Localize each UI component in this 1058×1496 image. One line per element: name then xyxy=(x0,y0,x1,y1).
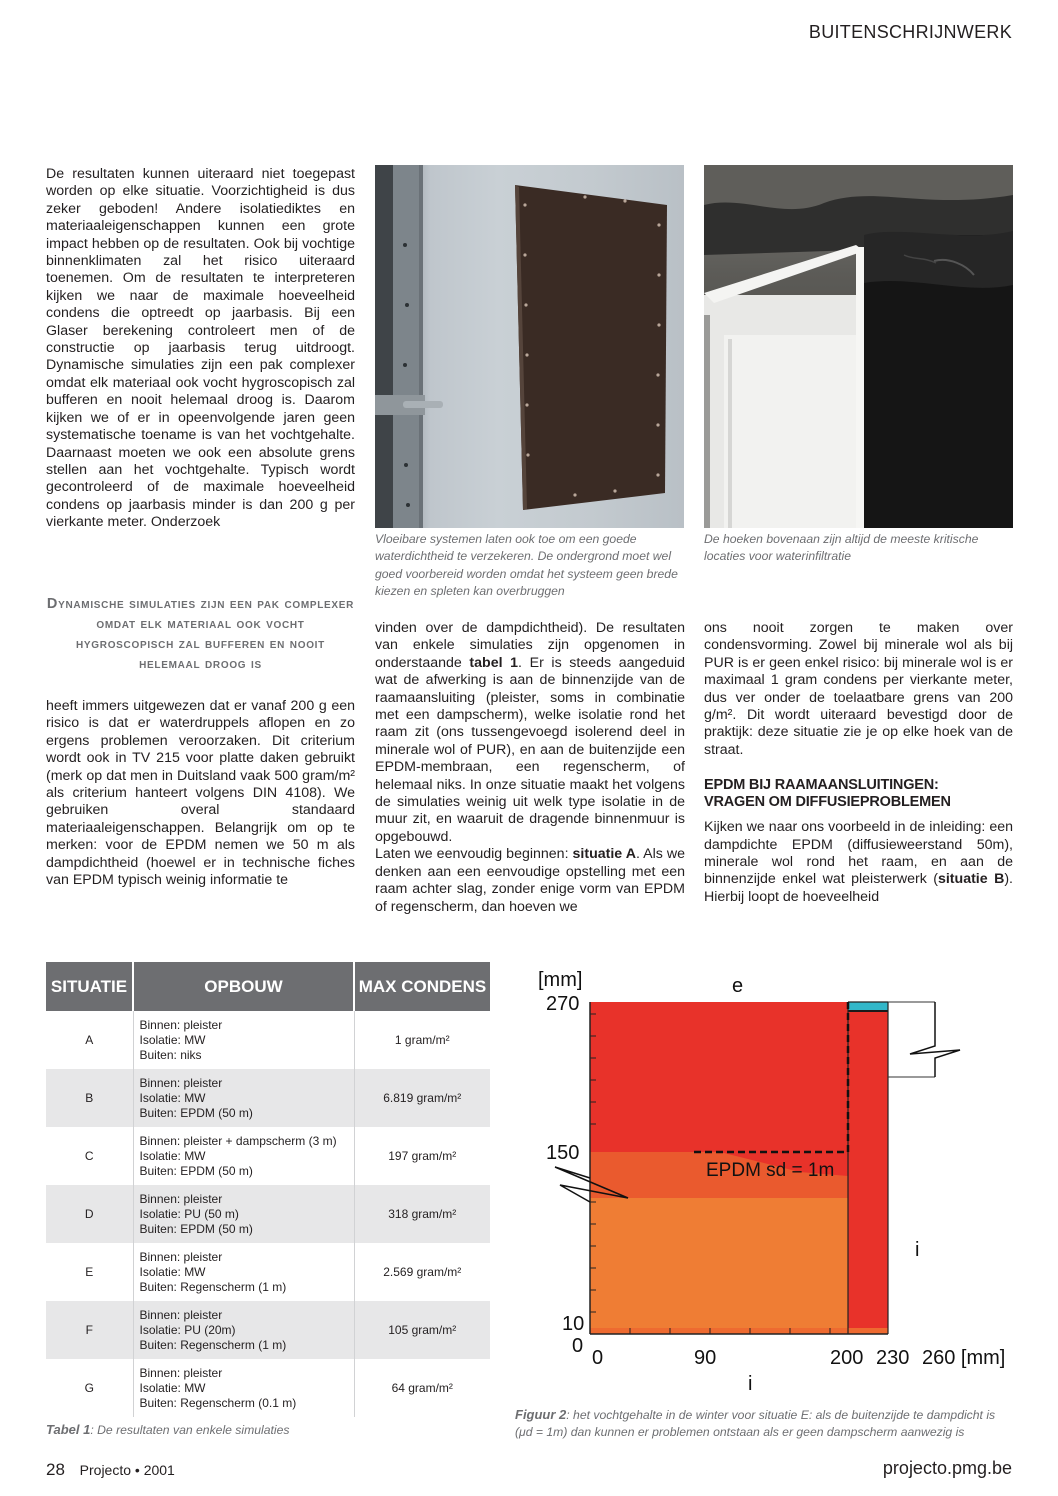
cell-opbouw: Binnen: pleister + dampscherm (3 m) Isolatie: MW Buiten: EPDM (50 m) xyxy=(133,1127,354,1185)
cell-situatie: F xyxy=(46,1301,133,1359)
x-tick-0: 0 xyxy=(592,1347,604,1369)
moisture-figure xyxy=(510,962,1020,1402)
table-caption: Tabel 1: De resultaten van enkele simulaties xyxy=(46,1422,290,1437)
moisture-figure-svg xyxy=(510,962,1020,1402)
ref-situatie-b: situatie B xyxy=(937,871,1005,888)
cell-situatie: E xyxy=(46,1243,133,1301)
cell-situatie: G xyxy=(46,1359,133,1417)
ref-situatie-a: situatie A xyxy=(572,846,636,863)
photo-window-corner-illustration xyxy=(704,165,1013,528)
photo-liquid-membrane xyxy=(375,165,684,528)
region-inside-bottom xyxy=(590,1328,888,1334)
table-row xyxy=(46,1185,490,1243)
label-interior-bottom: i xyxy=(748,1373,753,1395)
cell-opbouw: Binnen: pleister Isolatie: MW Buiten: EPDM (50 m) xyxy=(133,1069,354,1127)
cell-max-condens: 197 gram/m² xyxy=(354,1127,490,1185)
table-row xyxy=(46,1243,490,1301)
header-situatie: SITUATIE xyxy=(46,962,133,1011)
y-tick-270: 270 xyxy=(546,993,580,1015)
subheading: EPDM BIJ RAAMAANSLUITINGEN: VRAGEN OM DIFFUSIEPROBLEMEN xyxy=(704,777,951,811)
cell-situatie: C xyxy=(46,1127,133,1185)
x-tick-230: 230 xyxy=(876,1347,910,1369)
cell-opbouw: Binnen: pleister Isolatie: MW Buiten: Regenscherm (1 m) xyxy=(133,1243,354,1301)
footer-page-info xyxy=(46,1460,175,1480)
y-unit-label: [mm] xyxy=(538,969,583,991)
table-row xyxy=(46,1069,490,1127)
cell-situatie: D xyxy=(46,1185,133,1243)
cell-opbouw: Binnen: pleister Isolatie: MW Buiten: Regenscherm (0.1 m) xyxy=(133,1359,354,1417)
x-tick-90: 90 xyxy=(694,1347,717,1369)
cell-opbouw: Binnen: pleister Isolatie: PU (20m) Buiten: Regenscherm (1 m) xyxy=(133,1301,354,1359)
footer-url[interactable]: projecto.pmg.be xyxy=(882,1458,1012,1478)
results-table xyxy=(46,962,490,1417)
cell-opbouw: Binnen: pleister Isolatie: PU (50 m) Buiten: EPDM (50 m) xyxy=(133,1185,354,1243)
header-opbouw: OPBOUW xyxy=(133,962,354,1011)
cell-situatie: B xyxy=(46,1069,133,1127)
cell-max-condens: 2.569 gram/m² xyxy=(354,1243,490,1301)
section-title: BUITENSCHRIJNWERK xyxy=(808,22,1012,42)
paragraph: vinden over de dampdichtheid). De resultaten van enkele simulaties zijn opgenomen in onderstaande tabel 1. Er is steeds aangeduid wat de afwerking is aan de binnenzijde van de raamaansluiting (pleister, soms in combinatie met een dampscherm), welke isolatie rond het raam zit (ons tussengevoegd isolerend deel in minerale wol of PUR), en aan de buitenzijde een EPDM-membraan, een regenscherm, of helemaal niks. In onze situatie maakt het volgens de simulaties weinig uit welk type isolatie in de muur zit, en waaruit de dragende binnenmuur is opgebouwd. xyxy=(375,620,686,845)
body-text-col1-top xyxy=(46,166,355,532)
photo-caption-1: Vloeibare systemen laten ook toe om een goede waterdichtheid te verzekeren. De ondergrond moet wel goed voorbereid worden omdat het systeem geen brede kiezen en spleten kan overbruggen xyxy=(375,532,678,599)
body-text-col3 xyxy=(704,620,1013,906)
photo-liquid-membrane-illustration xyxy=(375,165,684,528)
ref-tabel-1: tabel 1 xyxy=(469,654,519,671)
region-lower-orange xyxy=(590,1198,848,1334)
header-max-condens: MAX CONDENS xyxy=(354,962,490,1011)
y-tick-0: 0 xyxy=(572,1335,584,1357)
y-tick-10: 10 xyxy=(562,1313,585,1335)
y-tick-150: 150 xyxy=(546,1142,580,1164)
table-row xyxy=(46,1301,490,1359)
photo-window-corner xyxy=(704,165,1013,528)
cell-situatie: A xyxy=(46,1011,133,1069)
page-number: 28 xyxy=(46,1460,65,1479)
table-row xyxy=(46,1359,490,1417)
epdm-label: EPDM sd = 1m xyxy=(706,1160,835,1181)
magazine-issue: Projecto • 2001 xyxy=(79,1462,175,1478)
body-text-col2 xyxy=(375,620,685,916)
paragraph: Laten we eenvoudig beginnen: situatie A. Als we denken aan een eenvoudige opstelling met een raam achter slag, zonder enige vorm van EPDM of regenscherm, dan hoeven we xyxy=(375,846,685,915)
x-tick-200: 200 xyxy=(830,1347,864,1369)
photo-caption-2: De hoeken bovenaan zijn altijd de meeste kritische locaties voor waterinfiltratie xyxy=(704,532,979,564)
cell-max-condens: 105 gram/m² xyxy=(354,1301,490,1359)
table-row xyxy=(46,1127,490,1185)
paragraph: ons nooit zorgen te maken over condensvorming. Zowel bij minerale wol als bij PUR is er geen enkel risico: bij minerale wol is er maximaal 1 gram condens per vierkante meter, dus ver onder de toelaatbare grens van 200 g/m². Dit wordt uiteraard bevestigd door de praktijk: deze situatie zie je op elke hoek van de straat. xyxy=(704,620,1013,758)
paragraph: De resultaten kunnen uiteraard niet toegepast worden op elke situatie. Voorzichtigheid is dus zeker geboden! Andere isolatiediktes en materiaaleigenschappen kunnen een grote impact hebben op de resultaten. Ook bij vochtige binnenklimaten zal het risico uiteraard toenemen. Om de resultaten te interpreteren kijken we naar de maximale hoeveelheid condens die optreedt op jaarbasis. Bij een Glaser berekening controleert men of de constructie op jaarbasis terug uitdroogt. Dynamische simulaties zijn een pak complexer omdat elk materiaal ook vocht hygroscopisch zal bufferen en nooit helemaal droog is. Daarom kijken we of er in opeenvolgende jaren geen systematische toename is van het vochtgehalte. Daarnaast moeten we ook een absolute grens stellen aan het vochtgehalte. Typisch wordt gecontroleerd of de maximale hoeveelheid condens op jaarbasis minder is dan 200 g per vierkante meter. Onderzoek xyxy=(46,166,355,531)
label-exterior: e xyxy=(732,975,744,997)
cell-max-condens: 1 gram/m² xyxy=(354,1011,490,1069)
cell-max-condens: 318 gram/m² xyxy=(354,1185,490,1243)
cell-opbouw: Binnen: pleister Isolatie: MW Buiten: niks xyxy=(133,1011,354,1069)
pull-quote: Dynamische simulaties zijn een pak complexer omdat elk materiaal ook vocht hygroscopisch zal bufferen en nooit helemaal droog is xyxy=(46,596,355,672)
epdm-layer-dark xyxy=(848,1010,888,1012)
body-text-col1-bottom xyxy=(46,698,355,889)
figure-caption: Figuur 2: het vochtgehalte in de winter voor situatie E: als de buitenzijde te dampdicht is (μd = 1m) dan kunnen er problemen ontstaan als er geen dampscherm aanwezig is xyxy=(515,1407,996,1439)
paragraph: heeft immers uitgewezen dat er vanaf 200 g een risico is dat er waterdruppels aflopen en zo ergens problemen veroorzaken. Dit criterium wordt ook in TV 215 voor platte daken gebruikt (merk op dat men in Duitsland vaak 500 gram/m² als criterium hanteert volgens DIN 4108). We gebruiken overal standaard materiaaleigenschappen. Belangrijk om op te merken: voor de EPDM nemen we 50 m als dampdichtheid (hoewel er in technische fiches van EPDM typisch weinig informatie te xyxy=(46,698,355,889)
cell-max-condens: 6.819 gram/m² xyxy=(354,1069,490,1127)
x-tick-260: 260 [mm] xyxy=(922,1347,1006,1369)
label-interior-right: i xyxy=(915,1239,920,1261)
epdm-layer-cyan xyxy=(848,1002,888,1010)
paragraph: Kijken we naar ons voorbeeld in de inleiding: een dampdichte EPDM (diffusieweerstand 50m), minerale wol rond het raam, en aan de binnenzijde enkel wat pleisterwerk (situatie B). Hierbij loopt de hoeveelheid xyxy=(704,819,1013,905)
table-row xyxy=(46,1011,490,1069)
cell-max-condens: 64 gram/m² xyxy=(354,1359,490,1417)
